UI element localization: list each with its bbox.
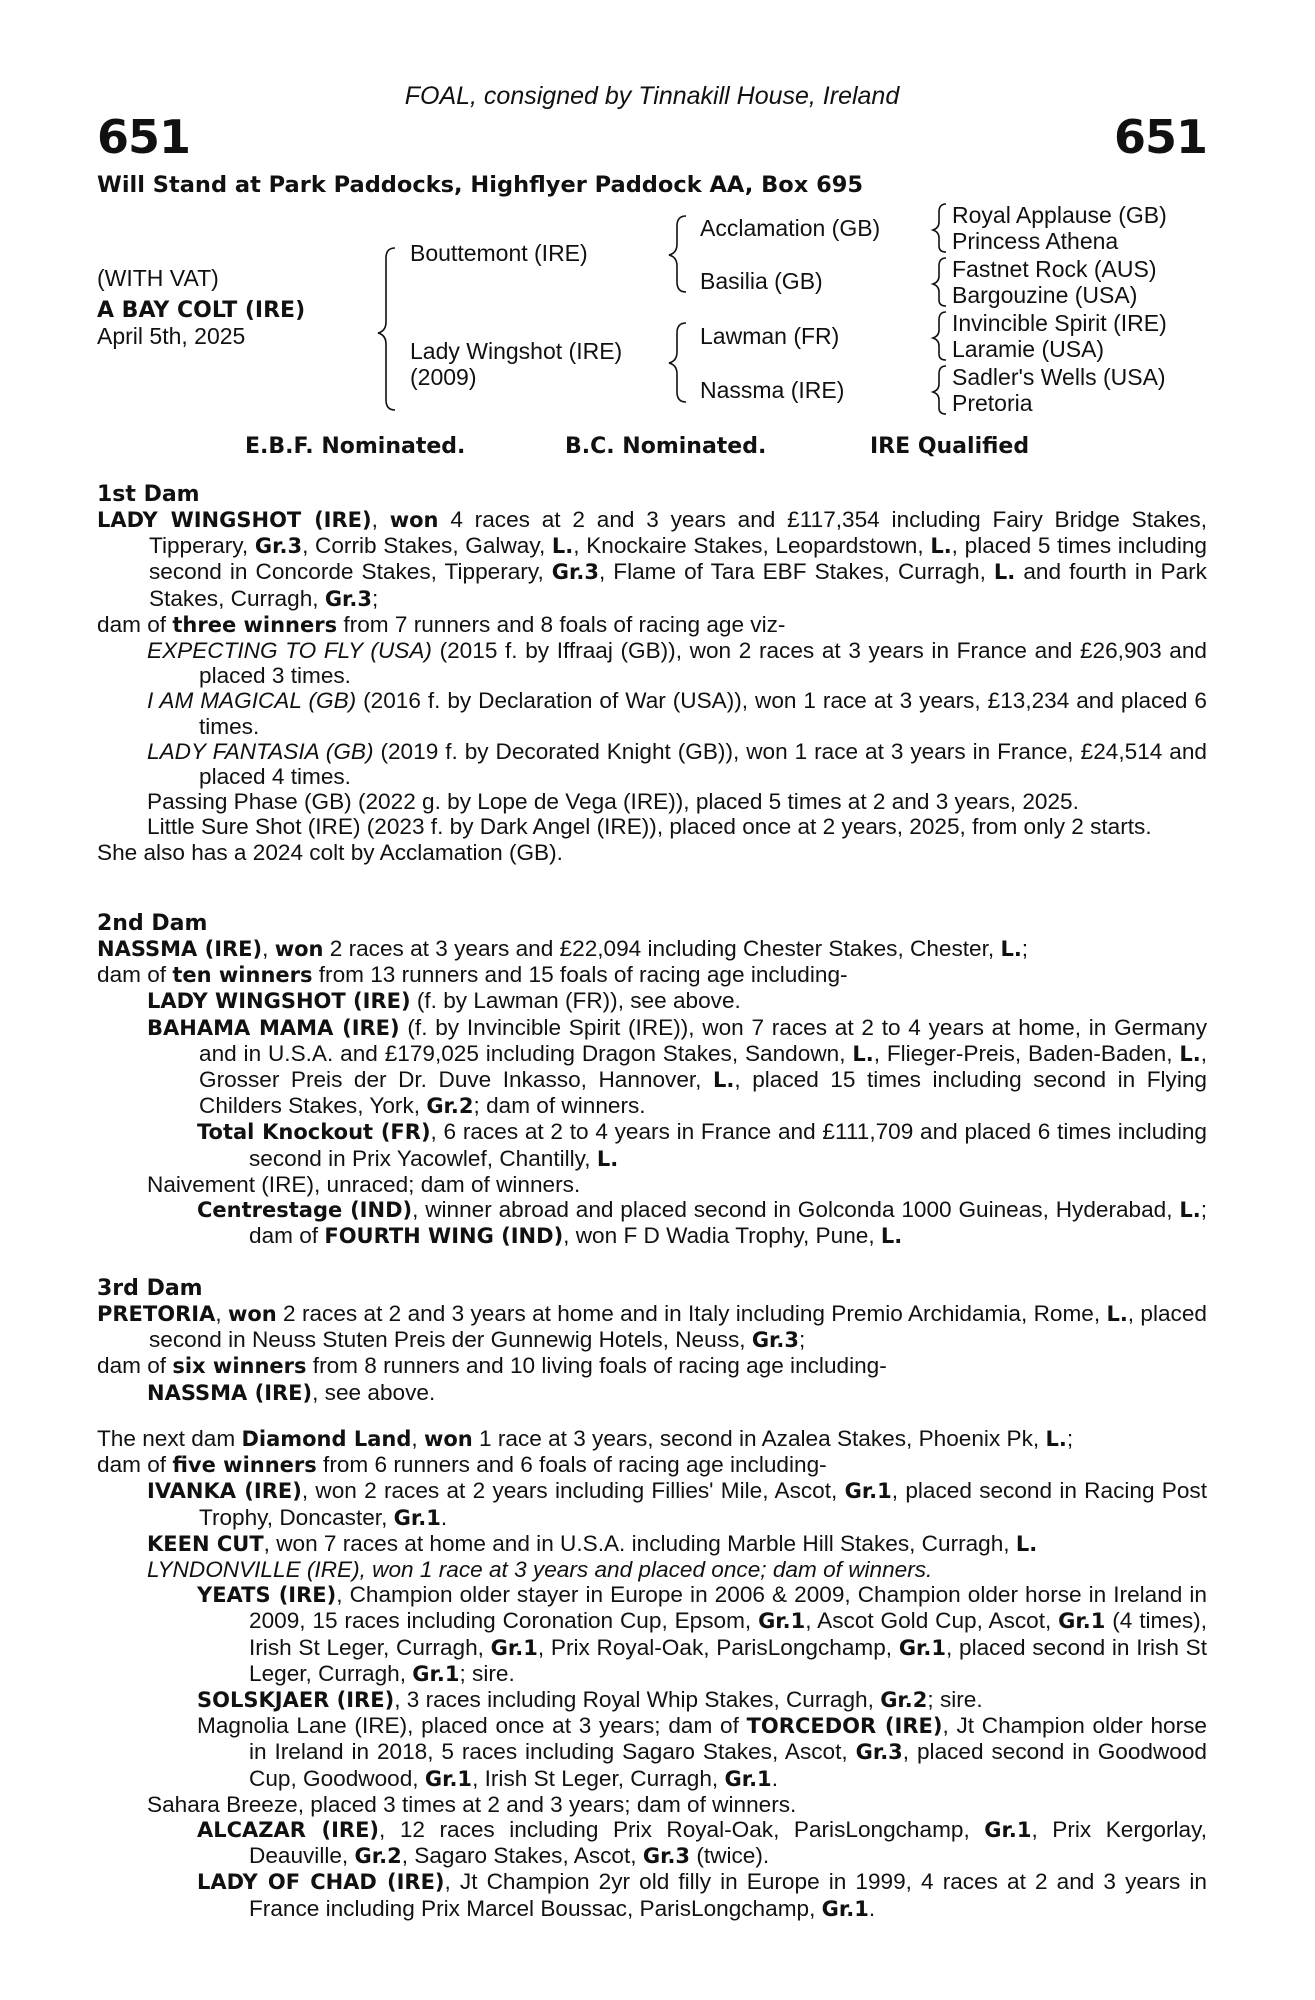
vat-note: (WITH VAT) (97, 265, 219, 291)
third-dam-record: PRETORIA, won 2 races at 2 and 3 years at home and in Italy including Premio Archidamia, Rome, L., placed second in Neuss Stuten Preis der Gunnewig Hotels, Neuss, Gr.3; (97, 1301, 1207, 1353)
next-dam-record: The next dam Diamond Land, won 1 race at 3 years, second in Azalea Stakes, Phoenix Pk, L.; (97, 1426, 1074, 1451)
sire-sire: Acclamation (GB) (700, 215, 881, 241)
lot-number-right: 651 (1113, 110, 1207, 164)
second-dam-section (97, 936, 1207, 1249)
catalogue-page (97, 0, 1207, 2000)
ggp-6: Laramie (USA) (952, 336, 1105, 362)
produce-item: LADY FANTASIA (GB) (2019 f. by Decorated Knight (GB)), won 1 race at 3 years in France, £24,514 and placed 4 times. (147, 738, 1207, 790)
dam-sire: Lawman (FR) (700, 323, 840, 349)
foaling-date: April 5th, 2025 (97, 323, 246, 349)
produce-item: LADY OF CHAD (IRE), Jt Champion 2yr old filly in Europe in 1999, 4 races at 2 and 3 years in France including Prix Marcel Boussac, ParisLongchamp, Gr.1. (197, 1869, 1208, 1921)
produce-item: LADY WINGSHOT (IRE) (f. by Lawman (FR)), see above. (147, 988, 741, 1014)
dam-dam: Nassma (IRE) (700, 377, 845, 403)
lot-number-left: 651 (97, 110, 191, 164)
ggp-4: Bargouzine (USA) (952, 282, 1138, 308)
third-dam-produce-summary: dam of six winners from 8 runners and 10 living foals of racing age including- (97, 1353, 887, 1379)
first-dam-record: LADY WINGSHOT (IRE), won 4 races at 2 and 3 years and £117,354 including Fairy Bridge Stakes, Tipperary, Gr.3, Corrib Stakes, Galway, L., Knockaire Stakes, Leopardstown, L., placed 5 times including second in Concorde Stakes, Tipperary, Gr.3, Flame of Tara EBF Stakes, Curragh, L. and fourth in Park Stakes, Curragh, Gr.3; (97, 507, 1208, 611)
first-dam-section (97, 507, 1207, 865)
produce-item: YEATS (IRE), Champion older stayer in Europe in 2006 & 2009, Champion older horse in Ireland in 2009, 15 races including Coronation Cup, Epsom, Gr.1, Ascot Gold Cup, Ascot, Gr.1 (4 times), Irish St Leger, Curragh, Gr.1, Prix Royal-Oak, ParisLongchamp, Gr.1, placed second in Irish St Leger, Curragh, Gr.1; sire. (197, 1582, 1207, 1686)
produce-item: EXPECTING TO FLY (USA) (2015 f. by Iffraaj (GB)), won 2 races at 3 years in France and £26,903 and placed 3 times. (147, 638, 1207, 689)
produce-item: BAHAMA MAMA (IRE) (f. by Invincible Spirit (IRE)), won 7 races at 2 to 4 years at home, in Germany and in U.S.A. and £179,025 including Dragon Stakes, Sandown, L., Flieger-Preis, Baden-Baden, L., Grosser Preis der Dr. Duve Inkasso, Hannover, L., placed 15 times including second in Flying Childers Stakes, York, Gr.2; dam of winners. (147, 1014, 1208, 1119)
first-dam-produce-summary: dam of three winners from 7 runners and 8 foals of racing age viz- (97, 611, 786, 637)
consignor-line: FOAL, consigned by Tinnakill House, Ireland (404, 82, 900, 110)
also-has-note: She also has a 2024 colt by Acclamation (GB). (97, 839, 563, 865)
ggp-7: Sadler's Wells (USA) (952, 364, 1166, 390)
dam-year: (2009) (410, 364, 477, 390)
produce-item: Centrestage (IND), winner abroad and placed second in Golconda 1000 Guineas, Hyderabad, L.; dam of FOURTH WING (IND), won F D Wadia Trophy, Pune, L. (197, 1197, 1207, 1249)
produce-item: Naivement (IRE), unraced; dam of winners. (147, 1171, 581, 1197)
subject-name: A BAY COLT (IRE) (97, 298, 306, 323)
produce-item: Little Sure Shot (IRE) (2023 f. by Dark Angel (IRE)), placed once at 2 years, 2025, from only 2 starts. (147, 814, 1152, 840)
next-dam-produce-summary: dam of five winners from 6 runners and 6 foals of racing age including- (97, 1452, 827, 1478)
produce-item: KEEN CUT, won 7 races at home and in U.S.A. including Marble Hill Stakes, Curragh, L. (147, 1530, 1038, 1556)
produce-item: NASSMA (IRE), see above. (147, 1379, 436, 1405)
produce-item: Passing Phase (GB) (2022 g. by Lope de Vega (IRE)), placed 5 times at 2 and 3 years, 2025. (147, 789, 1079, 815)
produce-item: IVANKA (IRE), won 2 races at 2 years including Fillies' Mile, Ascot, Gr.1, placed second in Racing Post Trophy, Doncaster, Gr.1. (147, 1478, 1207, 1530)
ggp-1: Royal Applause (GB) (952, 202, 1167, 228)
next-dam-section (97, 1426, 1207, 1922)
ire-qualified: IRE Qualified (870, 434, 1030, 459)
stand-line: Will Stand at Park Paddocks, Highflyer Paddock AA, Box 695 (97, 172, 864, 198)
sire-dam: Basilia (GB) (700, 268, 823, 294)
dam: Lady Wingshot (IRE) (410, 338, 623, 364)
pedigree-brackets (97, 0, 1207, 440)
produce-item: ALCAZAR (IRE), 12 races including Prix Royal-Oak, ParisLongchamp, Gr.1, Prix Kergorlay, Deauville, Gr.2, Sagaro Stakes, Ascot, Gr.3 (twice). (197, 1817, 1207, 1869)
second-dam-produce-summary: dam of ten winners from 13 runners and 15 foals of racing age including- (97, 962, 848, 988)
bc-nominated: B.C. Nominated. (565, 434, 767, 459)
ggp-3: Fastnet Rock (AUS) (952, 256, 1157, 282)
third-dam-section (97, 1301, 1207, 1406)
produce-item: Sahara Breeze, placed 3 times at 2 and 3 years; dam of winners. (147, 1791, 797, 1817)
ggp-5: Invincible Spirit (IRE) (952, 310, 1167, 336)
produce-item: SOLSKJAER (IRE), 3 races including Royal Whip Stakes, Curragh, Gr.2; sire. (197, 1687, 983, 1713)
produce-item: Total Knockout (FR), 6 races at 2 to 4 years in France and £111,709 and placed 6 times including second in Prix Yacowlef, Chantilly, L. (197, 1119, 1207, 1171)
first-dam-heading: 1st Dam (97, 482, 200, 507)
ebf-nominated: E.B.F. Nominated. (245, 434, 466, 459)
produce-item: LYNDONVILLE (IRE), won 1 race at 3 years and placed once; dam of winners. (147, 1557, 933, 1583)
sire: Bouttemont (IRE) (410, 240, 588, 266)
second-dam-heading: 2nd Dam (97, 911, 208, 936)
produce-item: Magnolia Lane (IRE), placed once at 3 years; dam of TORCEDOR (IRE), Jt Champion older horse in Ireland in 2018, 5 races including Sagaro Stakes, Ascot, Gr.3, placed second in Goodwood Cup, Goodwood, Gr.1, Irish St Leger, Curragh, Gr.1. (197, 1713, 1208, 1791)
third-dam-heading: 3rd Dam (97, 1276, 203, 1301)
ggp-8: Pretoria (952, 390, 1033, 416)
ggp-2: Princess Athena (952, 228, 1119, 254)
second-dam-record: NASSMA (IRE), won 2 races at 3 years and £22,094 including Chester Stakes, Chester, L.; (97, 936, 1029, 961)
produce-item: I AM MAGICAL (GB) (2016 f. by Declaration of War (USA)), won 1 race at 3 years, £13,234 and placed 6 times. (147, 688, 1207, 739)
